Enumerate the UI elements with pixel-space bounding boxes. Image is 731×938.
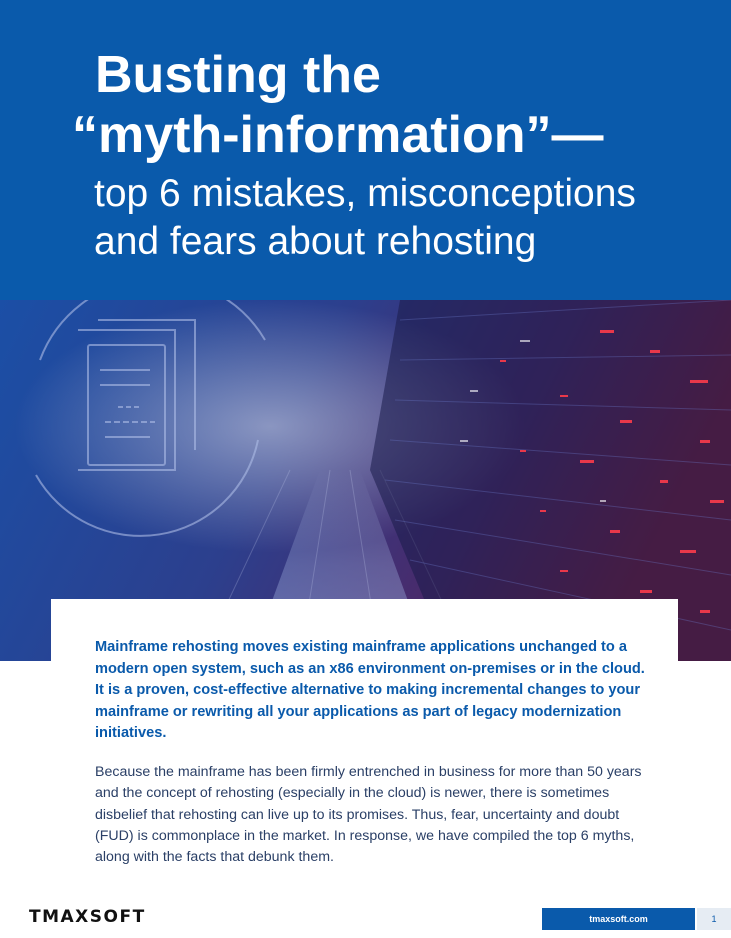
subtitle-line-1: top 6 mistakes, misconceptions xyxy=(94,172,636,215)
tmaxsoft-logo: TMAXSOFT xyxy=(29,907,146,927)
intro-body-paragraph: Because the mainframe has been firmly entrenched in business for more than 50 years and the concept of rehosting (especially in the cloud) is newer, there is sometimes disbelief that rehosting can live up to its promises. Thus, fear, uncertainty and doubt (FUD) is commonplace in the market. In response, we have compiled the top 6 myths, along with the facts that debunk them. xyxy=(95,764,642,866)
subtitle-line-2: and fears about rehosting xyxy=(94,220,537,263)
page-subtitle xyxy=(94,170,636,266)
intro-lead-paragraph: Mainframe rehosting moves existing mainframe applications unchanged to a modern open system, such as an x86 environment on-premises or in the cloud. It is a proven, cost-effective alternative to making incremental changes to your mainframe or rewriting all your applications as part of legacy modernization initiatives. xyxy=(95,639,645,742)
header-banner xyxy=(0,0,731,300)
footer-url[interactable]: tmaxsoft.com xyxy=(542,908,695,930)
page-title-line-2: “myth-information”— xyxy=(72,106,604,164)
page-title-line-1: Busting the xyxy=(95,46,381,104)
page-number: 1 xyxy=(697,908,731,930)
